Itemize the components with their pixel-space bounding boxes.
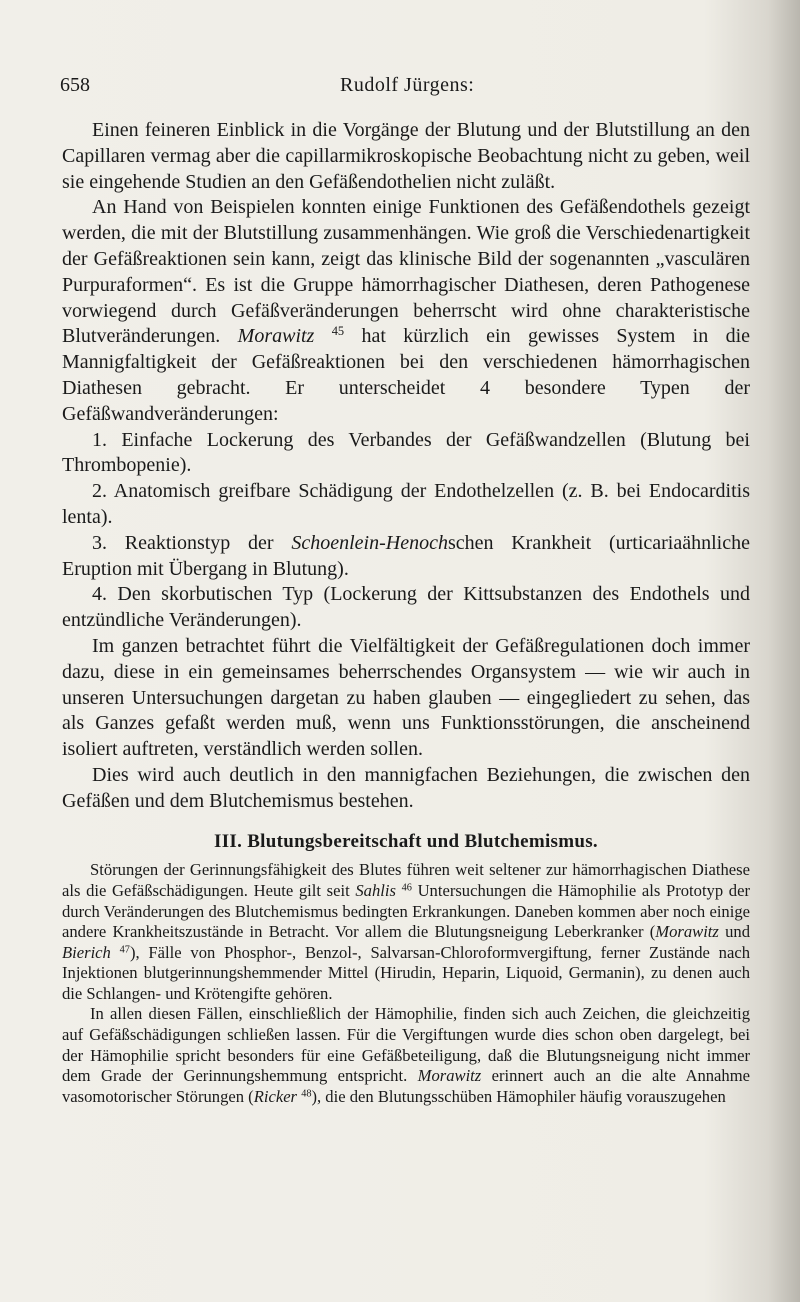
list-item: 4. Den skorbutischen Typ (Lockerung der Kittsubstanzen des Endothels und entzündliche Veränderungen).	[62, 583, 750, 632]
author-name: Ricker	[253, 1086, 298, 1106]
reference-number: 45	[331, 324, 345, 339]
paragraph-text: Störungen der Gerinnungsfähigkeit des Blutes führen weit seltener zur hämorrhagischen Diathese als die Gefäßschädigungen. Heute gilt seit	[62, 860, 750, 900]
list-item-text: 3. Reaktionstyp der	[92, 531, 292, 554]
author-name: Bierich	[62, 942, 111, 962]
list-item	[62, 531, 750, 583]
author-name: Schoenlein-Henoch	[291, 531, 448, 554]
paragraph-text: Untersuchungen die Hämophilie als Prototyp der durch Veränderungen des Blutchemismus bedingten Erkrankungen. Daneben kommen aber noch einige andere Krankheitszustände in Betracht. Vor allem die Blutungsneigung Leberkranker (	[62, 880, 750, 942]
paragraph: Dies wird auch deutlich in den mannigfachen Beziehungen, die zwischen den Gefäßen und dem Blutchemismus bestehen.	[62, 763, 750, 812]
paragraph-text: ), die den Blutungsschüben Hämophiler häufig vorauszugehen	[311, 1086, 726, 1106]
reference-number: 46	[401, 882, 412, 894]
small-print-block	[62, 860, 750, 1107]
section-heading: III. Blutungsbereitschaft und Blutchemismus.	[214, 830, 598, 852]
running-head: Rudolf Jürgens:	[340, 74, 475, 96]
author-name: Morawitz	[655, 922, 719, 942]
paragraph-text: hat kürzlich ein gewisses System in die Mannigfaltigkeit der Gefäßreaktionen bei den verschiedenen hämorrhagischen Diathesen gebracht. Er unterscheidet 4 besondere Typen der Gefäßwandveränderungen:	[62, 325, 751, 425]
paragraph-text: In allen diesen Fällen, einschließlich der Hämophilie, finden sich auch Zeichen, die gleichzeitig auf Gefäßschädigungen schließen lassen. Für die Vergiftungen wurde dies schon oben dargelegt, bei der Hämophilie spricht besonders für eine Gefäßbeteiligung, daß die Blutungsneigung nicht immer dem Grade der Gerinnungshemmung entspricht.	[62, 1004, 750, 1086]
paragraph-text: und	[718, 922, 751, 942]
body-text	[62, 118, 750, 1107]
paragraph-text: An Hand von Beispielen konnten einige Funktionen des Gefäßendothels gezeigt werden, die mit der Blutstillung zusammenhängen. Wie groß die Verschiedenartigkeit der Gefäßreaktionen sein kann, zeigt das klinische Bild der sogenannten „vasculären Purpuraformen“. Es ist die Gruppe hämorrhagischer Diathesen, deren Pathogenese vorwiegend durch Gefäßveränderungen beherrscht wird ohne charakteristische Blutveränderungen.	[62, 196, 750, 348]
paragraph: Einen feineren Einblick in die Vorgänge der Blutung und der Blutstillung an den Capillaren vermag aber die capillarmikroskopische Beobachtung nicht zu geben, weil sie eingehende Studien an den Gefäßendothelien nicht zuläßt.	[62, 119, 750, 193]
paragraph-text: erinnert auch an die alte Annahme vasomotorischer Störungen (	[62, 1066, 750, 1106]
paragraph-text: ), Fälle von Phosphor-, Benzol-, Salvarsan-Chloroformvergiftung, ferner Zustände nach Injektionen blutgerinnungshemmender Mittel (Hirudin, Heparin, Liquoid, Germanin), zu denen auch die Schlangen- und Krötengifte gehören.	[62, 942, 750, 1003]
page-header	[60, 74, 750, 100]
list-item-text: schen Krankheit (urticariaähnliche Eruption mit Übergang in Blutung).	[62, 531, 750, 580]
author-name: Morawitz	[237, 325, 315, 348]
reference-number: 48	[301, 1088, 312, 1100]
paragraph	[62, 860, 750, 1004]
list-item: 2. Anatomisch greifbare Schädigung der Endothelzellen (z. B. bei Endocarditis lenta).	[62, 480, 750, 528]
paragraph	[62, 195, 750, 427]
page-number: 658	[60, 74, 90, 96]
list-item: 1. Einfache Lockerung des Verbandes der Gefäßwandzellen (Blutung bei Thrombopenie).	[62, 428, 750, 477]
reference-number: 47	[119, 944, 130, 956]
paragraph: Im ganzen betrachtet führt die Vielfältigkeit der Gefäßregulationen doch immer dazu, diese in ein gemeinsames beherrschendes Organsystem — wie wir auch in unseren Untersuchungen dargetan zu haben glauben — eingegliedert zu sehen, das als Ganzes gefaßt werden muß, wenn uns Funktionsstörungen, die anscheinend isoliert auftreten, verständlich werden sollen.	[62, 634, 750, 761]
author-name: Sahlis	[355, 880, 396, 900]
author-name: Morawitz	[417, 1066, 482, 1086]
paragraph	[62, 1004, 750, 1107]
